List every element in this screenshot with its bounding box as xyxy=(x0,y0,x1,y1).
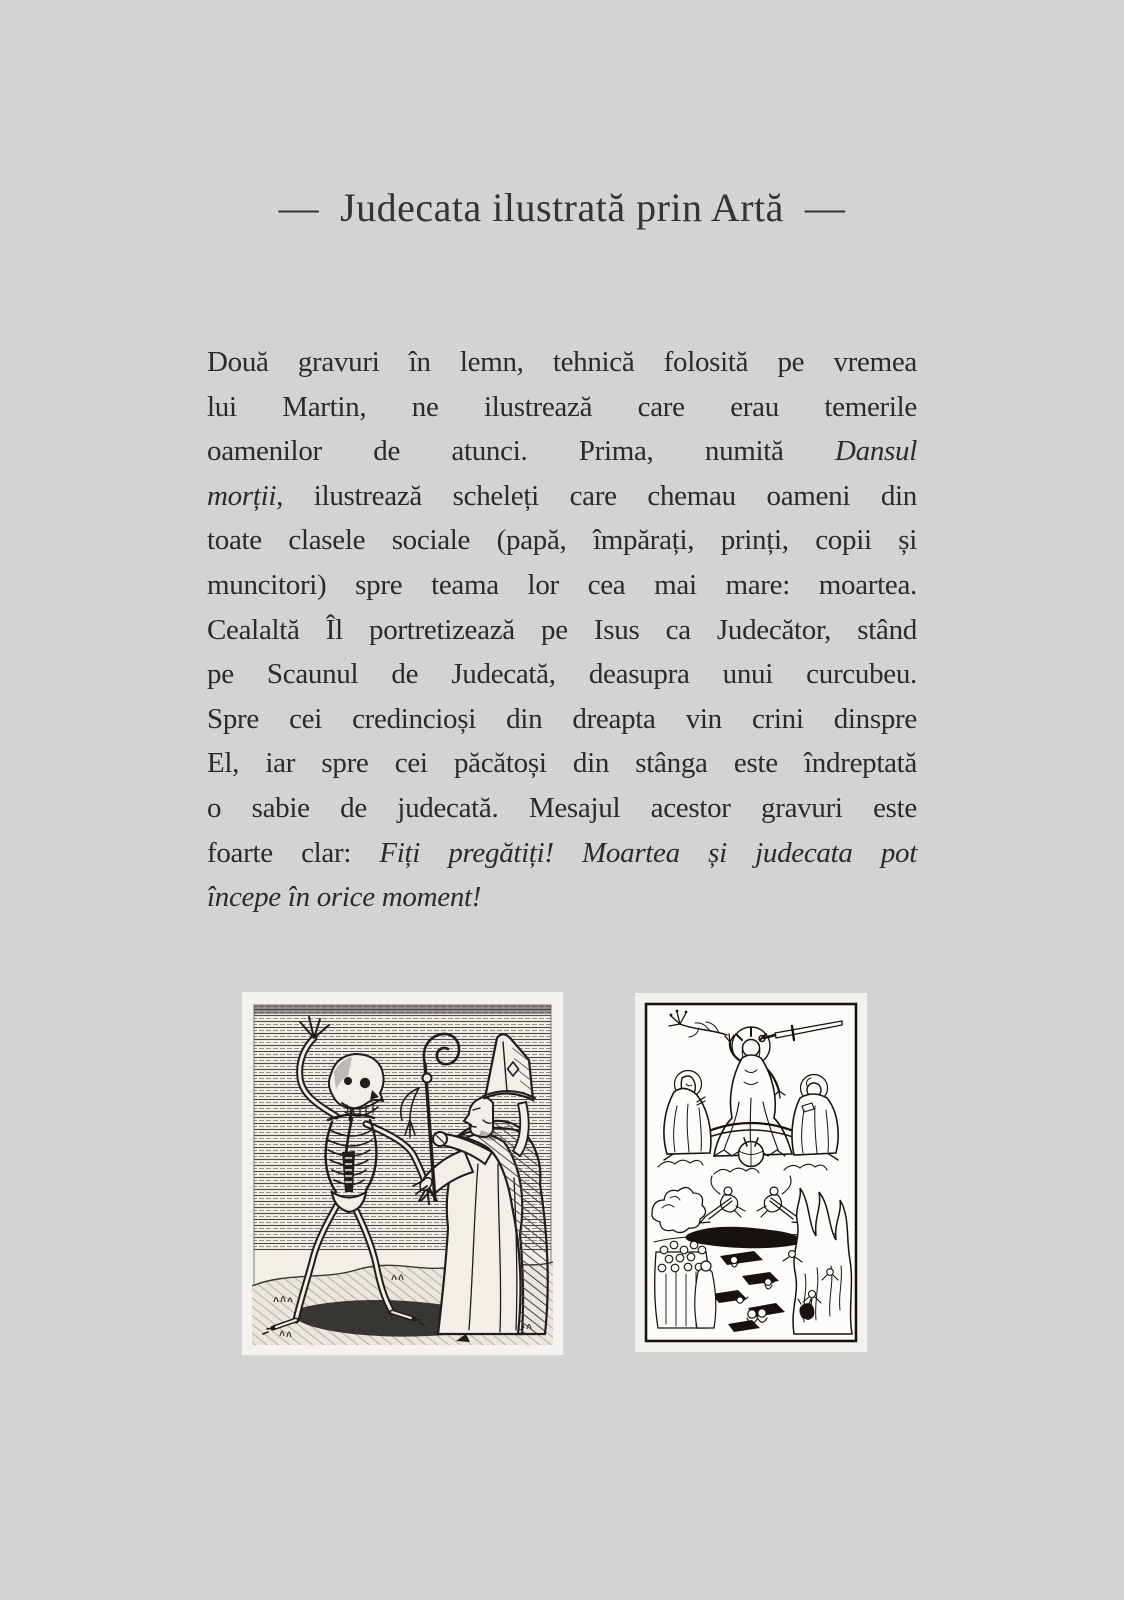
paragraph-line: morții, ilustrează scheleți care chemau oameni din xyxy=(207,479,917,512)
paragraph-line: El, iar spre cei păcătoși din stânga este îndreptată xyxy=(207,747,917,780)
paragraph-line: foarte clar: Fiți pregătiți! Moartea și judecata pot xyxy=(207,836,917,869)
paragraph-line: Spre cei credincioși din dreapta vin crini dinspre xyxy=(207,702,917,735)
paragraph-line: oamenilor de atunci. Prima, numită Dansul xyxy=(207,435,917,468)
figure-dansul-mortii xyxy=(242,992,563,1355)
paragraph-line: lui Martin, ne ilustrează care erau temerile xyxy=(207,390,917,423)
last-judgment-engraving xyxy=(644,1002,858,1343)
paragraph-line: Cealaltă Îl portretizează pe Isus ca Judecător, stând xyxy=(207,613,917,646)
paragraph-line: o sabie de judecată. Mesajul acestor gravuri este xyxy=(207,791,917,824)
dance-of-death-engraving xyxy=(252,1002,553,1345)
page-title: — Judecata ilustrată prin Artă — xyxy=(278,185,846,230)
paragraph-line: toate clasele sociale (papă, împărați, prinți, copii și xyxy=(207,524,917,557)
paragraph-line: Două gravuri în lemn, tehnică folosită pe vremea xyxy=(207,346,917,378)
body-paragraph xyxy=(207,340,917,920)
paragraph-line: pe Scaunul de Judecată, deasupra unui curcubeu. xyxy=(207,658,917,691)
paragraph-line: începe în orice moment! xyxy=(207,881,482,914)
paragraph-line: muncitori) spre teama lor cea mai mare: moartea. xyxy=(207,568,917,601)
figure-judecata-de-apoi xyxy=(635,993,867,1352)
